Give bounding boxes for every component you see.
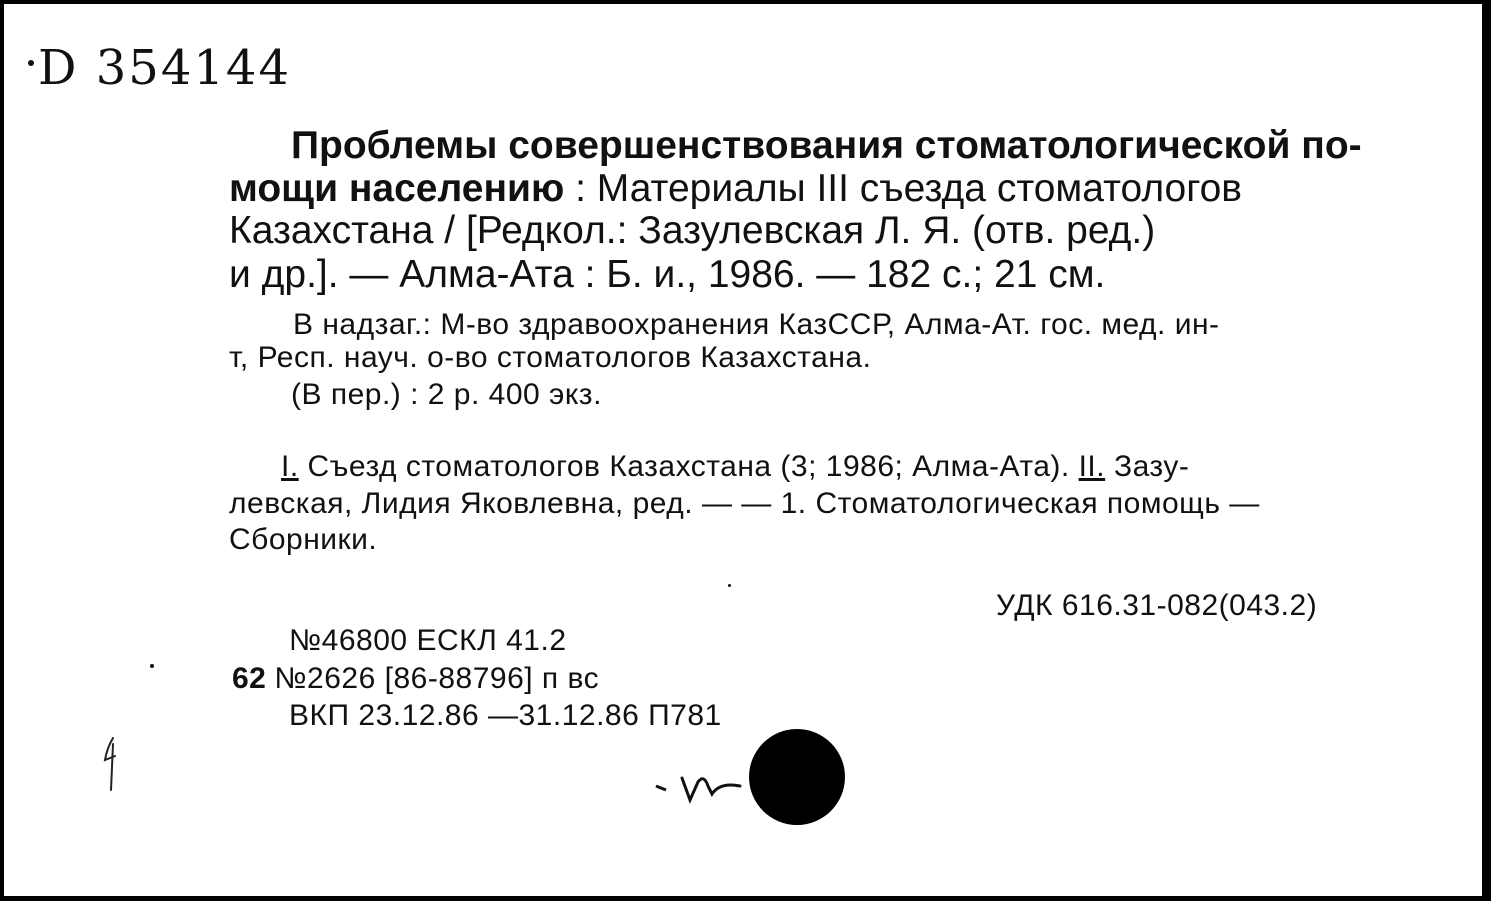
udc-code: УДК 616.31-082(043.2)	[996, 589, 1318, 622]
note-line-2: т, Респ. науч. о-во стоматологов Казахстана.	[229, 341, 872, 374]
note-line-3: (В пер.) : 2 р. 400 экз.	[291, 378, 602, 411]
note-line-1: В надзаг.: М-во здравоохранения КазССР, Алма-Ат. гос. мед. ин-	[293, 308, 1220, 341]
handwritten-number-icon	[97, 734, 127, 794]
accession-line-2	[232, 662, 599, 696]
title-line-2-rest: : Материалы III съезда стоматологов	[564, 167, 1242, 210]
title-line-3: Казахстана / [Редкол.: Зазулевская Л. Я. (отв. ред.)	[229, 209, 1156, 252]
accession-line-3: ВКП 23.12.86 —31.12.86 П781	[289, 699, 722, 732]
handwritten-mark-icon	[654, 764, 744, 814]
accession-line-2-text: №2626 [86-88796] п вс	[274, 662, 600, 695]
accession-line-1: №46800 ЕСКЛ 41.2	[289, 624, 567, 657]
tracing-line-2: левская, Лидия Яковлевна, ред. — — 1. Стоматологическая помощь —	[229, 487, 1260, 520]
speck-icon	[728, 584, 731, 587]
accession-number: 62	[232, 662, 267, 695]
tracing-roman-1: I.	[281, 450, 299, 483]
title-line-2-bold: мощи населению	[229, 167, 565, 210]
title-line-4: и др.]. — Алма-Ата : Б. и., 1986. — 182 с.; 21 см.	[229, 253, 1106, 296]
shelfmark-text: D 354144	[38, 40, 291, 96]
tracing-line-1-rest: Съезд стоматологов Казахстана (3; 1986; Алма-Ата).	[298, 450, 1079, 483]
ink-blot-icon	[749, 729, 845, 825]
ink-dot-icon	[28, 60, 34, 66]
title-line-1: Проблемы совершенствования стоматологической по-	[291, 124, 1362, 167]
speck-icon	[150, 664, 154, 668]
tracing-line-3: Сборники.	[229, 523, 378, 556]
shelfmark	[38, 40, 291, 96]
tracing-line-1	[281, 450, 1189, 484]
tracing-line-1-end: Зазу-	[1105, 450, 1190, 483]
title-line-2	[229, 168, 1242, 209]
tracing-roman-2: II.	[1078, 450, 1106, 483]
